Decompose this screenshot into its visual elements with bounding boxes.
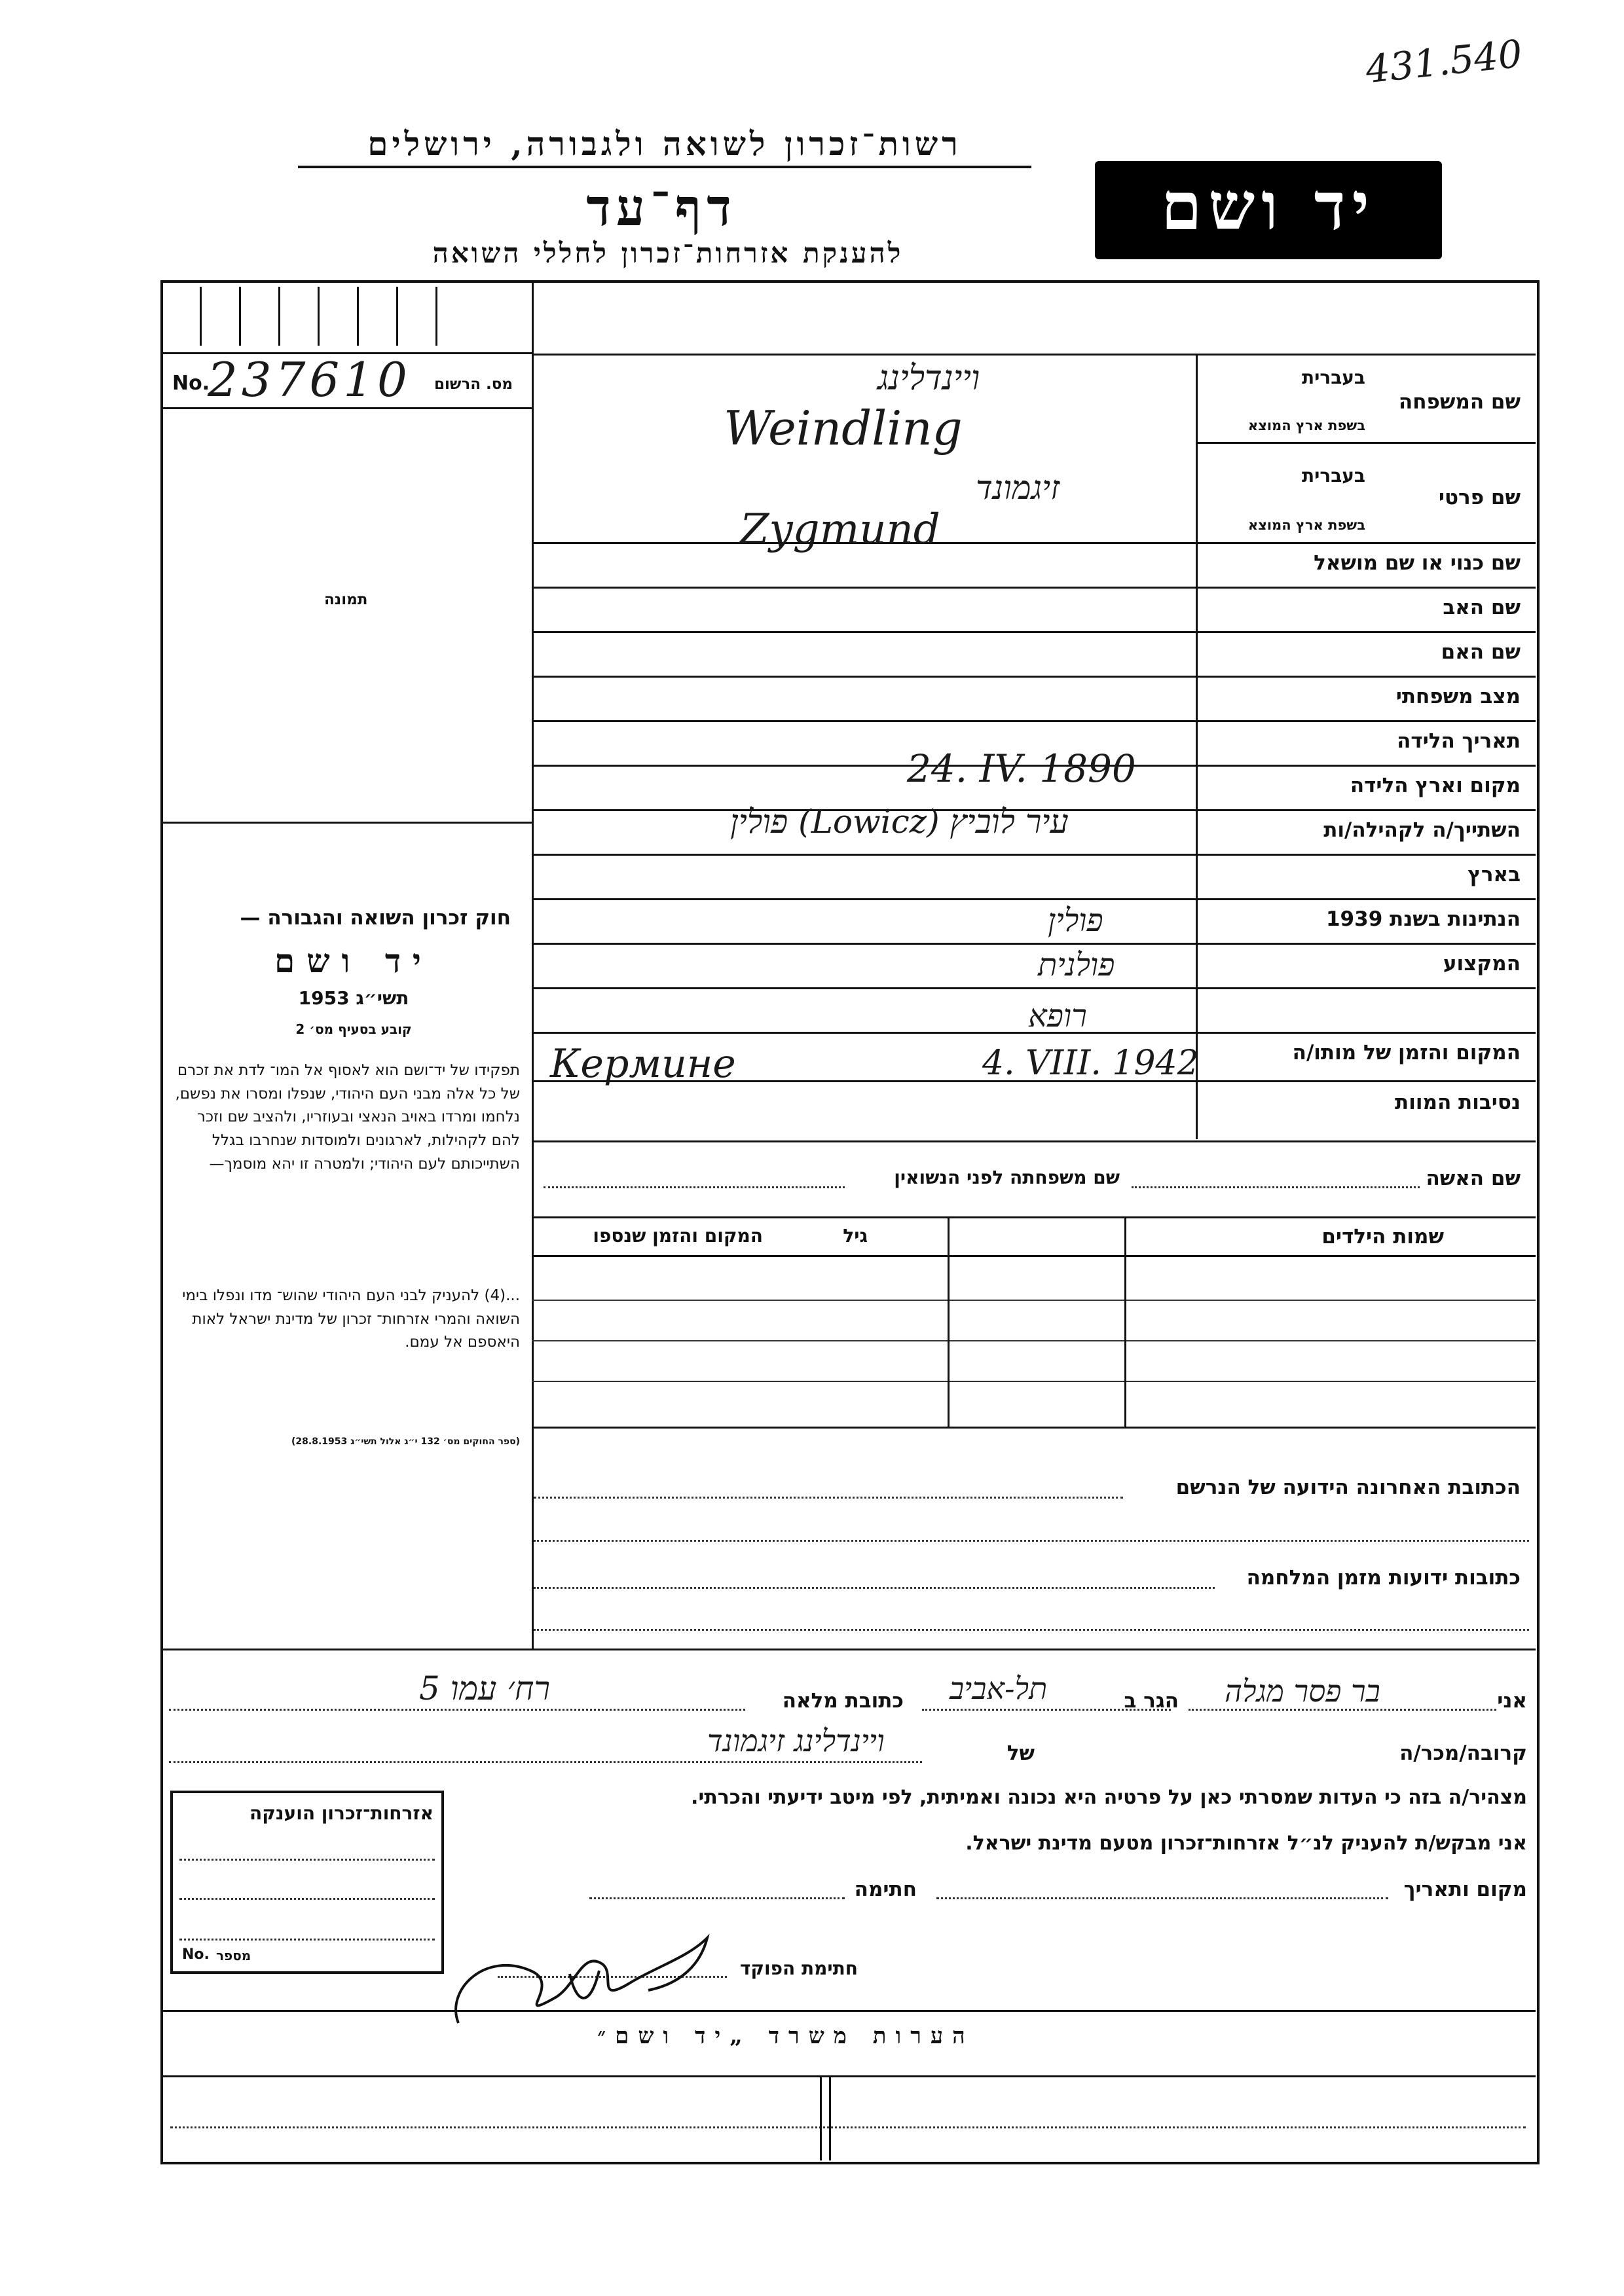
place-date-label: מקום ותאריך [1403,1878,1527,1901]
children-death-header: המקום והזמן שנספו [593,1225,763,1247]
birthdate-value: 24. IV. 1890 [907,746,1136,791]
wartime-address-line-2 [534,1629,1529,1631]
notes-title: הערות משרד „יד ושם״ [597,2023,974,2049]
first-name-label: שם פרטי [1438,486,1521,509]
logo-text: יד ושם [1161,168,1376,245]
birthplace-label: מקום וארץ הלידה [1350,774,1521,797]
citizenship-granted-title: אזרחות־זכרון הוענקה [249,1802,434,1824]
row-line [534,354,1536,355]
children-names-header: שמות הילדים [1321,1225,1444,1248]
photo-label: תמונה [324,591,368,608]
registration-number: 237610 [208,352,411,407]
family-name-hebrew-hint: בעברית [1301,367,1365,388]
wife-name-line [1132,1186,1420,1188]
citizenship-value: פולנית [1038,947,1115,983]
first-name-native-hint: בשפת ארץ המוצא [1247,517,1365,533]
declaration-statement: מצהיר/ה בזה כי העדות שמסרתי כאן על פרטיה היא נכונה ואמיתית, לפי מיטב ידיעתי והכרתי. [691,1786,1527,1809]
label-column-divider [1196,354,1198,1139]
row-line [534,1140,1536,1142]
signature-line [589,1897,845,1899]
wartime-address-label: כתובות ידועות מזמן המלחמה [1246,1566,1521,1590]
relative-of-line [169,1761,922,1763]
law-year: תשי״ג 1953 [298,987,409,1009]
citizenship-number-label: מספר [216,1948,251,1963]
law-reference: (ספר החוקים מס׳ 132 י״ג אלול תשי״ג 28.8.1953) [291,1436,520,1447]
law-title: חוק זכרון השואה והגבורה — [240,906,511,930]
citizenship-granted-box [170,1791,444,1974]
citizenship-no-label: No. [182,1946,210,1963]
death-circumstances-label: נסיבות המוות [1395,1091,1521,1114]
family-name-native-value: Weindling [724,401,963,456]
family-name-hebrew-value: ויינדלינג [877,359,980,398]
father-name-label: שם האב [1443,596,1521,619]
row-line [534,720,1536,722]
address-value: רח׳ עמו 5 [419,1669,551,1707]
law-paragraph-2: ...(4) להעניק לבני העם היהודי שהוש־ מדו ונפלו בימי השואה והמרי אזרחות־ זכרון של מדינת ישראל לאות היאספם אל עמם. [182,1287,520,1351]
birthdate-label: תאריך הלידה [1397,729,1521,753]
row-line [534,943,1536,945]
profession-value: רופא [1028,998,1087,1034]
last-address-label: הכתובת האחרונה הידועה של הנרשם [1175,1476,1521,1499]
address-line [169,1709,745,1711]
row-line [534,587,1536,589]
row-line [534,898,1536,900]
notes-vertical-2 [829,2077,831,2160]
death-date-value: 4. VIII. 1942 [982,1044,1199,1083]
maiden-name-label: שם משפחתה לפני הנשואין [894,1167,1120,1188]
left-column-divider [532,280,534,1649]
last-address-line-2 [534,1540,1529,1542]
family-name-label: שם המשפחה [1398,390,1521,414]
children-age-header: גיל [843,1225,868,1247]
family-name-native-hint: בשפת ארץ המוצא [1247,418,1365,433]
community-label: השתייך/ה לקהילה/ות [1323,818,1521,842]
maiden-name-line [544,1186,845,1188]
registration-label: מס. הרשום [434,376,513,393]
country-value: פולין [1048,902,1103,939]
registration-no-label: No. [172,372,210,395]
notes-line [160,2075,1536,2077]
signature-label: חתימה [854,1878,917,1901]
code-boxes [160,280,534,354]
officer-signature-label: חתימת הפוקד [739,1958,858,1979]
yad-vashem-logo [1095,161,1442,259]
death-place-value: Кермине [550,1041,736,1087]
law-clause: קובע בסעיף מס׳ 2 [295,1021,412,1037]
notes-dotted-1 [170,2126,1526,2128]
first-name-hebrew-value: זיגמונד [976,469,1060,507]
nickname-label: שם כנוי או שם מושאל [1314,551,1521,575]
row-line [534,631,1536,633]
notes-divider [160,2010,1536,2012]
row-line [534,542,1536,544]
birthplace-value: עיר לוביץ (Lowicz) פולין [730,803,1069,841]
first-name-native-value: Zygmund [740,505,940,554]
archive-number: 431.540 [1363,31,1524,92]
death-place-label: המקום והזמן של מותו/ה [1292,1041,1521,1065]
children-table [532,1216,1536,1429]
row-line [534,676,1536,678]
declarant-name-value: בר פסר מגלה [1225,1673,1380,1709]
relative-label: קרובה/מכר/ה [1399,1741,1527,1765]
declaration-request: אני מבקש/ת להעניק לנ״ל אזרחות־זכרון מטעם מדינת ישראל. [965,1832,1527,1855]
country-label: בארץ [1467,863,1521,886]
first-name-hebrew-hint: בעברית [1301,465,1365,486]
registration-box [160,354,532,409]
residing-label: הגר ב [1124,1689,1179,1713]
row-line [534,987,1536,989]
place-date-line [936,1897,1388,1899]
declarant-i-label: אני [1497,1689,1527,1713]
row-line [534,854,1536,856]
profession-label: המקצוע [1443,952,1521,975]
declaration-divider [160,1649,1536,1650]
citizenship-1939-label: הנתינות בשנת 1939 [1325,907,1521,931]
full-address-label: כתובת מלאה [782,1689,904,1713]
mother-name-label: שם האם [1441,640,1521,664]
photo-area [160,409,532,824]
last-address-line [534,1497,1123,1499]
page-title: דף־עד [586,178,737,238]
authority-title: רשות־זכרון לשואה ולגבורה, ירושלים [298,124,1031,168]
relative-of-label: של [1006,1741,1035,1765]
marital-status-label: מצב משפחתי [1395,685,1521,708]
wartime-address-line [534,1587,1215,1589]
page-subtitle: להענקת אזרחות־זכרון לחללי השואה [432,237,904,269]
city-value: תל-אביב [950,1671,1048,1706]
notes-vertical-1 [820,2077,822,2160]
law-paragraph-1: תפקידו של יד־ושם הוא לאסוף אל המו־ לדת את זכרם של כל אלה מבני העם היהודי, שנפלו ומסרו את נפשם, נלחמו ומרדו באויב הנאצי ובעוזריו, ולהציב שם וזכר להם לקהילות, לארגונים ולמוסדות שנחרבו בגלל השתייכותם לעם היהודי; ולמטרה זו יהא מוסמך— [175,1062,520,1173]
wife-name-label: שם האשה [1426,1167,1521,1190]
law-name: יד ושם [274,941,433,980]
declarant-name-line [1189,1709,1496,1711]
row-line [1196,442,1536,444]
relative-of-value: ויינדלינג זיגמונד [707,1723,885,1758]
city-line [922,1709,1171,1711]
